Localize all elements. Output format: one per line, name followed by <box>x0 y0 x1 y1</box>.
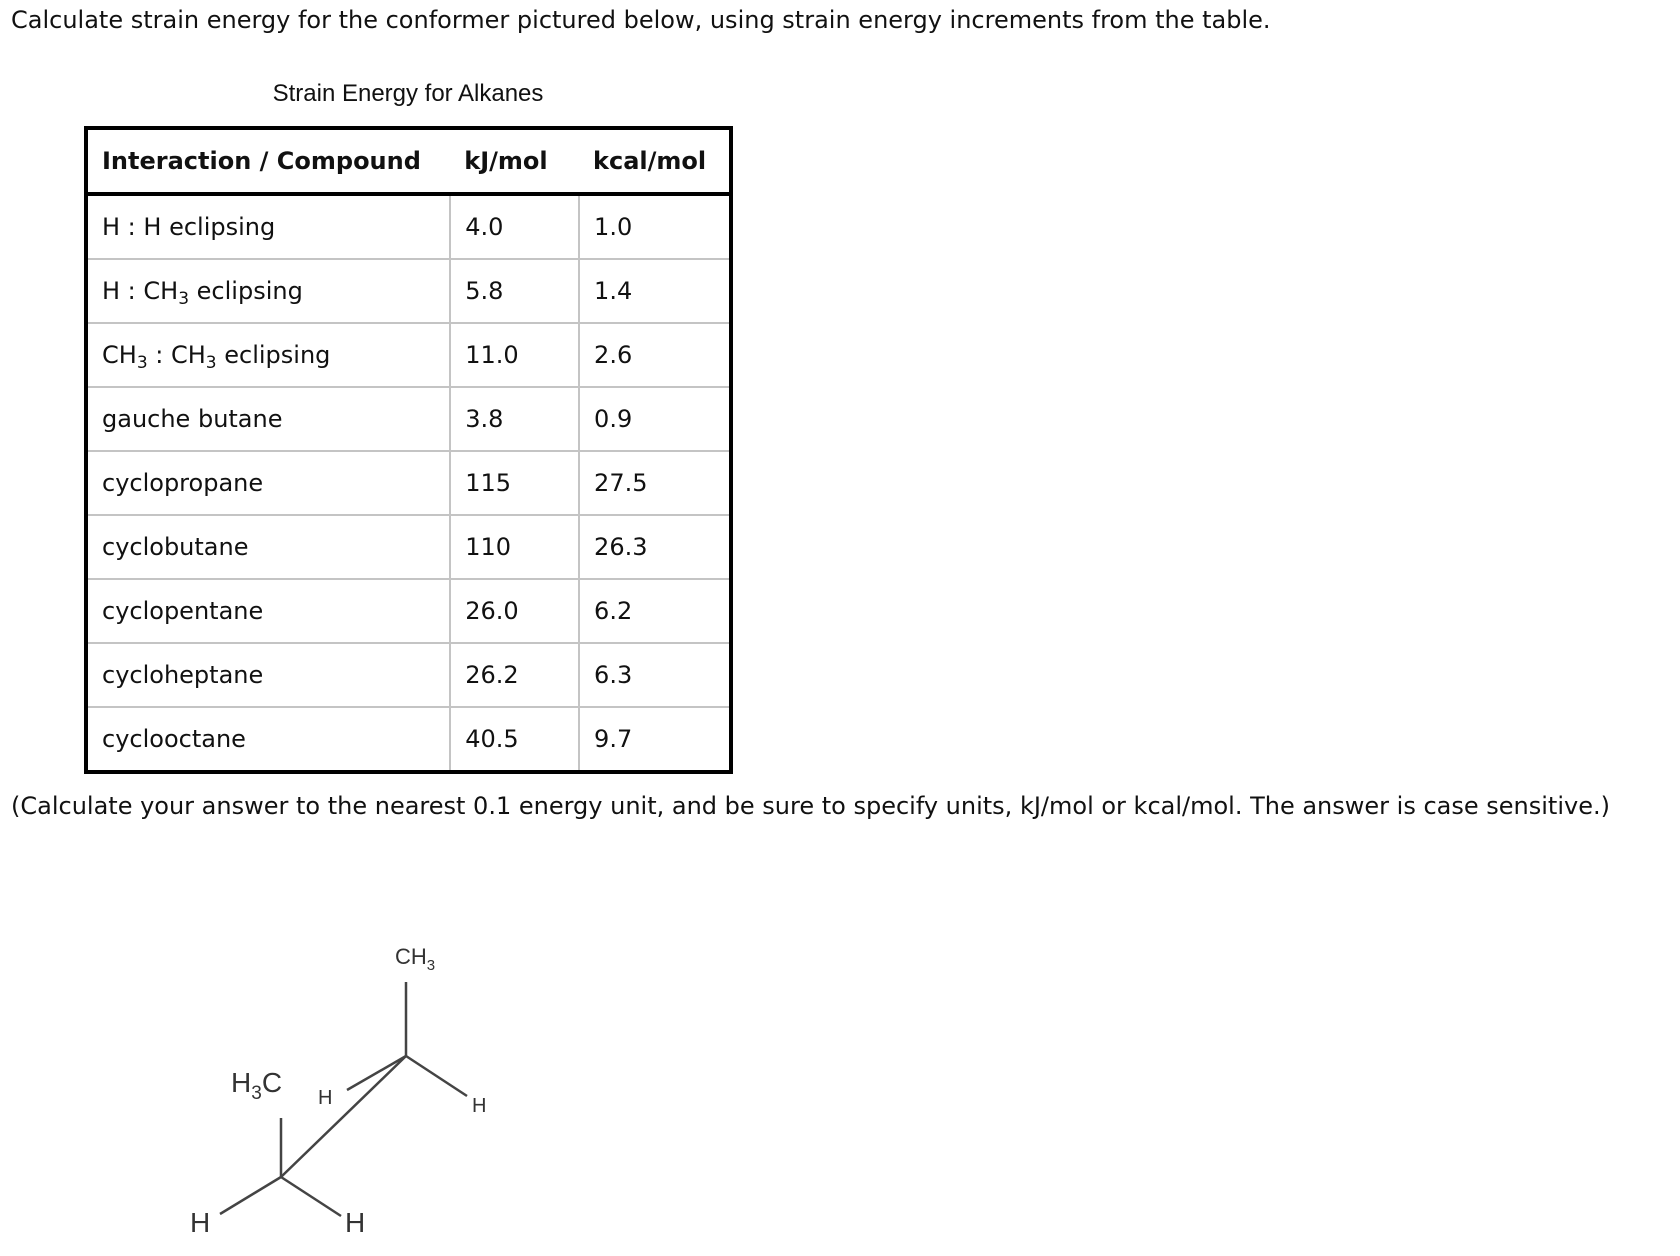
strain-energy-table <box>84 126 733 774</box>
kj-cell: 115 <box>450 451 579 515</box>
kj-cell: 5.8 <box>450 259 579 323</box>
bond-carbon-carbon <box>281 1056 406 1177</box>
interaction-text: CH <box>102 341 137 369</box>
table-caption: Strain Energy for Alkanes <box>272 80 544 107</box>
header-interaction: Interaction / Compound <box>86 128 450 194</box>
table-row <box>86 643 731 707</box>
kj-cell: 26.2 <box>450 643 579 707</box>
label-front-h-right: H <box>472 1095 487 1117</box>
bond-back-left <box>220 1177 281 1214</box>
kcal-cell: 1.4 <box>579 259 731 323</box>
kcal-cell: 26.3 <box>579 515 731 579</box>
question-text: Calculate strain energy for the conformer pictured below, using strain energy increments from the table. <box>11 6 1271 34</box>
interaction-cell: H : H eclipsing <box>86 194 450 259</box>
table-row <box>86 707 731 772</box>
interaction-cell: cyclopentane <box>86 579 450 643</box>
sawhorse-conformer-diagram <box>180 940 520 1240</box>
subscript: 3 <box>136 353 148 373</box>
label-back-h3c: $H_3C$ <box>231 1067 283 1104</box>
subscript: 3 <box>205 353 217 373</box>
table-row <box>86 387 731 451</box>
label-front-ch3: $CH_3$ <box>395 944 436 974</box>
table-row <box>86 194 731 259</box>
interaction-text: eclipsing <box>189 277 303 305</box>
label-back-h-upper: H <box>318 1087 333 1109</box>
kcal-cell: 27.5 <box>579 451 731 515</box>
header-kcal: kcal/mol <box>579 128 731 194</box>
interaction-cell: cyclopropane <box>86 451 450 515</box>
table-row <box>86 259 731 323</box>
interaction-cell: gauche butane <box>86 387 450 451</box>
interaction-text: H : CH <box>102 277 179 305</box>
kj-cell: 11.0 <box>450 323 579 387</box>
header-kj: kJ/mol <box>450 128 579 194</box>
kj-cell: 3.8 <box>450 387 579 451</box>
interaction-cell: cyclobutane <box>86 515 450 579</box>
instructions-note: (Calculate your answer to the nearest 0.1 energy unit, and be sure to specify units, kJ/mol or kcal/mol. The answer is case sensitive.) <box>11 792 1610 820</box>
interaction-text: eclipsing <box>216 341 331 369</box>
bond-back-right <box>281 1177 341 1216</box>
subscript: 3 <box>178 289 190 309</box>
table-row <box>86 515 731 579</box>
label-back-h-left: H <box>190 1207 211 1238</box>
kcal-cell: 2.6 <box>579 323 731 387</box>
label-back-h-right: H <box>345 1207 366 1238</box>
table-row <box>86 451 731 515</box>
interaction-cell <box>86 259 450 323</box>
kcal-cell: 6.3 <box>579 643 731 707</box>
kj-cell: 26.0 <box>450 579 579 643</box>
interaction-cell: cyclooctane <box>86 707 450 772</box>
kcal-cell: 1.0 <box>579 194 731 259</box>
kj-cell: 4.0 <box>450 194 579 259</box>
interaction-text: : CH <box>147 341 206 369</box>
table-header-row <box>86 128 731 194</box>
interaction-cell: cycloheptane <box>86 643 450 707</box>
table-row <box>86 323 731 387</box>
table-row <box>86 579 731 643</box>
kj-cell: 110 <box>450 515 579 579</box>
interaction-cell <box>86 323 450 387</box>
kcal-cell: 9.7 <box>594 725 633 753</box>
kj-cell: 40.5 <box>450 707 579 772</box>
bond-front-right <box>406 1056 467 1096</box>
kcal-cell: 0.9 <box>579 387 731 451</box>
kcal-cell: 6.2 <box>579 579 731 643</box>
